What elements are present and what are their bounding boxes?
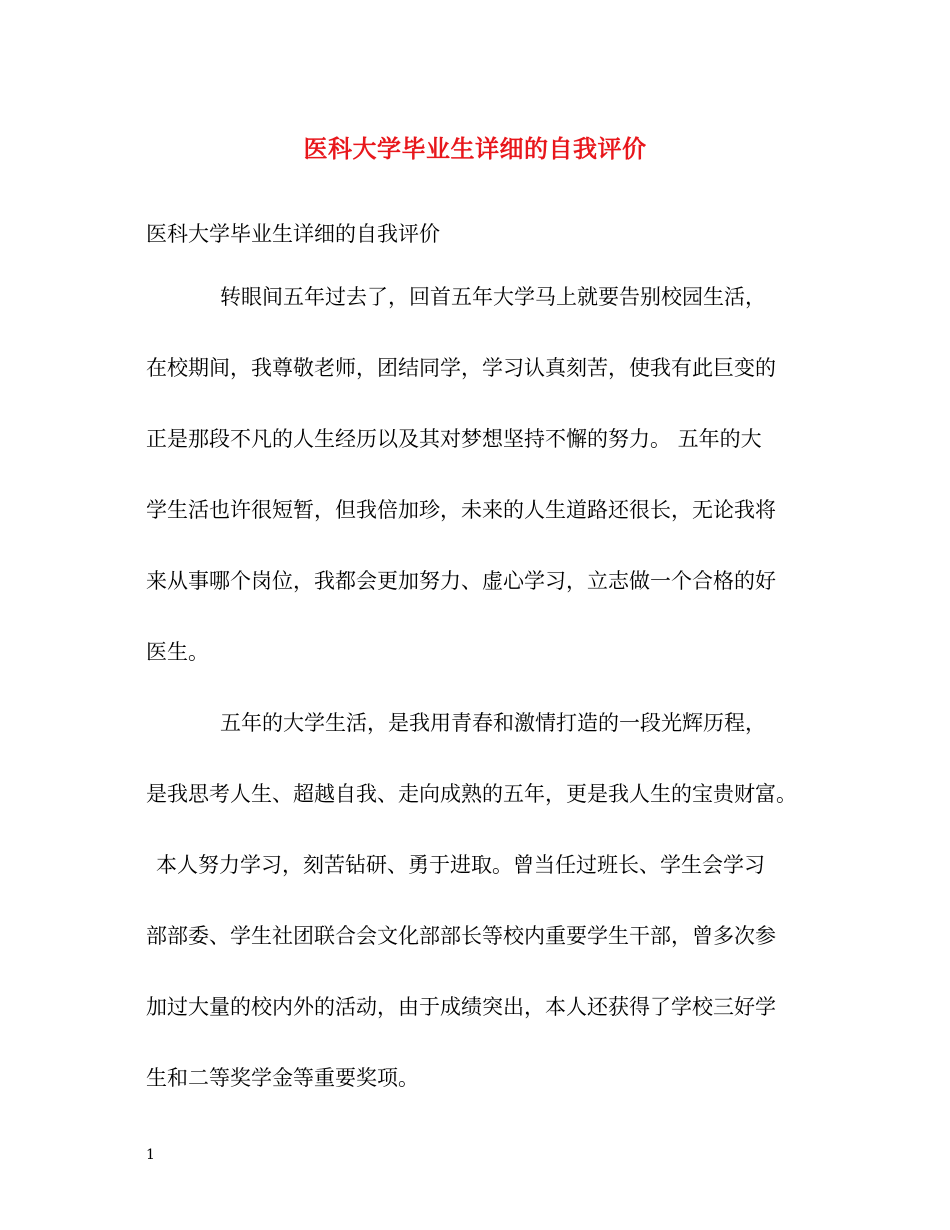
- paragraph-line: 医生。: [146, 640, 209, 664]
- paragraph-line: 学生活也许很短暂，但我倍加珍，未来的人生道路还很长，无论我将: [146, 498, 776, 522]
- page-number: 1: [146, 1147, 155, 1163]
- paragraph-line: 部部委、学生社团联合会文化部部长等校内重要学生干部，曾多次参: [146, 924, 776, 948]
- paragraph-line: 正是那段不凡的人生经历以及其对梦想坚持不懈的努力。 五年的大: [146, 427, 762, 451]
- paragraph-line: 五年的大学生活，是我用青春和激情打造的一段光辉历程，: [220, 711, 766, 735]
- paragraph-line: 来从事哪个岗位，我都会更加努力、虚心学习，立志做一个合格的好: [146, 569, 776, 593]
- paragraph-line: 是我思考人生、超越自我、走向成熟的五年，更是我人生的宝贵财富。: [146, 782, 797, 806]
- paragraph-line: 转眼间五年过去了，回首五年大学马上就要告别校园生活，: [220, 285, 766, 309]
- paragraph-line: 生和二等奖学金等重要奖项。: [146, 1066, 419, 1090]
- paragraph-line: 本人努力学习，刻苦钻研、勇于进取。曾当任过班长、学生会学习: [156, 853, 765, 877]
- paragraph-line: 在校期间，我尊敬老师，团结同学，学习认真刻苦，使我有此巨变的: [146, 356, 776, 380]
- document-subtitle: 医科大学毕业生详细的自我评价: [146, 222, 440, 246]
- paragraph-line: 加过大量的校内外的活动，由于成绩突出，本人还获得了学校三好学: [146, 995, 776, 1019]
- document-title: 医科大学毕业生详细的自我评价: [303, 134, 647, 163]
